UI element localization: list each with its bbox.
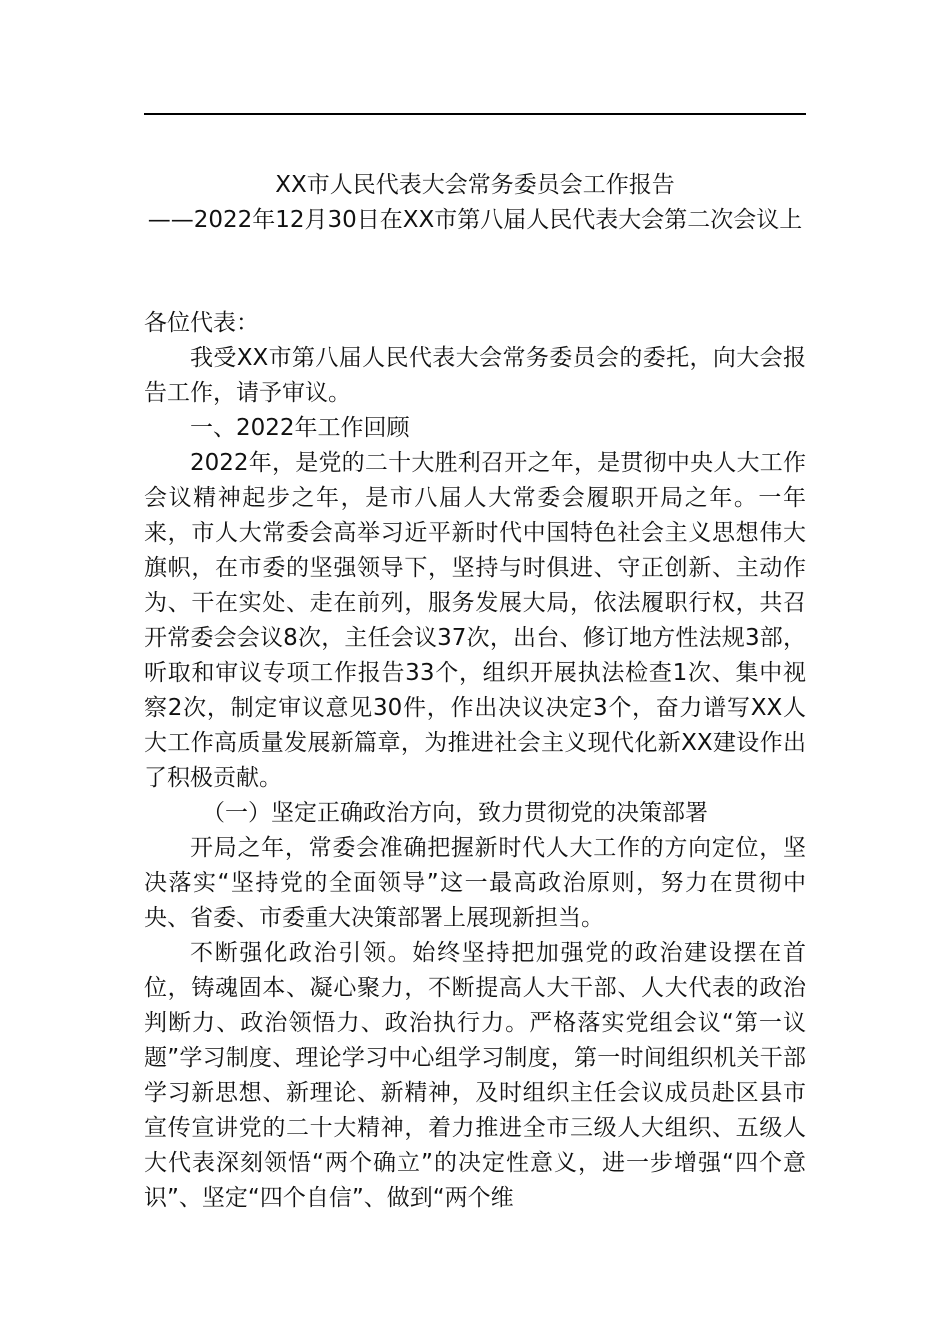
title-block [144,168,806,238]
paragraph-direction: 开局之年，常委会准确把握新时代人大工作的方向定位，坚决落实“坚持党的全面领导”这一最高政治原则，努力在贯彻中央、省委、市委重大决策部署上展现新担当。 [144,835,806,931]
subsection-heading: （一）坚定正确政治方向，致力贯彻党的决策部署 [202,800,708,826]
paragraph-political-guidance: 不断强化政治引领。始终坚持把加强党的政治建设摆在首位，铸魂固本、凝心聚力，不断提高人大干部、人大代表的政治判断力、政治领悟力、政治执行力。严格落实党组会议“第一议题”学习制度、理论学习中心组学习制度，第一时间组织机关干部学习新思想、新理论、新精神，及时组织主任会议成员赴区县市宣传宣讲党的二十大精神，着力推进全市三级人大组织、五级人大代表深刻领悟“两个确立”的决定性意义，进一步增强“四个意识”、坚定“四个自信”、做到“两个维 [144,940,806,1211]
document-body [144,306,806,1216]
section-heading: 一、2022年工作回顾 [190,415,410,441]
salutation: 各位代表： [144,310,259,336]
header-rule [144,113,806,115]
document-subtitle: ——2022年12月30日在XX市第八届人民代表大会第二次会议上 [147,207,803,233]
document-title: XX市人民代表大会常务委员会工作报告 [275,172,675,198]
paragraph-intro: 我受XX市第八届人民代表大会常务委员会的委托，向大会报告工作，请予审议。 [144,345,806,406]
paragraph-overview: 2022年，是党的二十大胜利召开之年，是贯彻中央人大工作会议精神起步之年，是市八届人大常委会履职开局之年。一年来，市人大常委会高举习近平新时代中国特色社会主义思想伟大旗帜，在市委的坚强领导下，坚持与时俱进、守正创新、主动作为、干在实处、走在前列，服务发展大局，依法履职行权，共召开常委会会议8次，主任会议37次，出台、修订地方性法规3部，听取和审议专项工作报告33个，组织开展执法检查1次、集中视察2次，制定审议意见30件，作出决议决定3个，奋力谱写XX人大工作高质量发展新篇章，为推进社会主义现代化新XX建设作出了积极贡献。 [144,450,806,791]
